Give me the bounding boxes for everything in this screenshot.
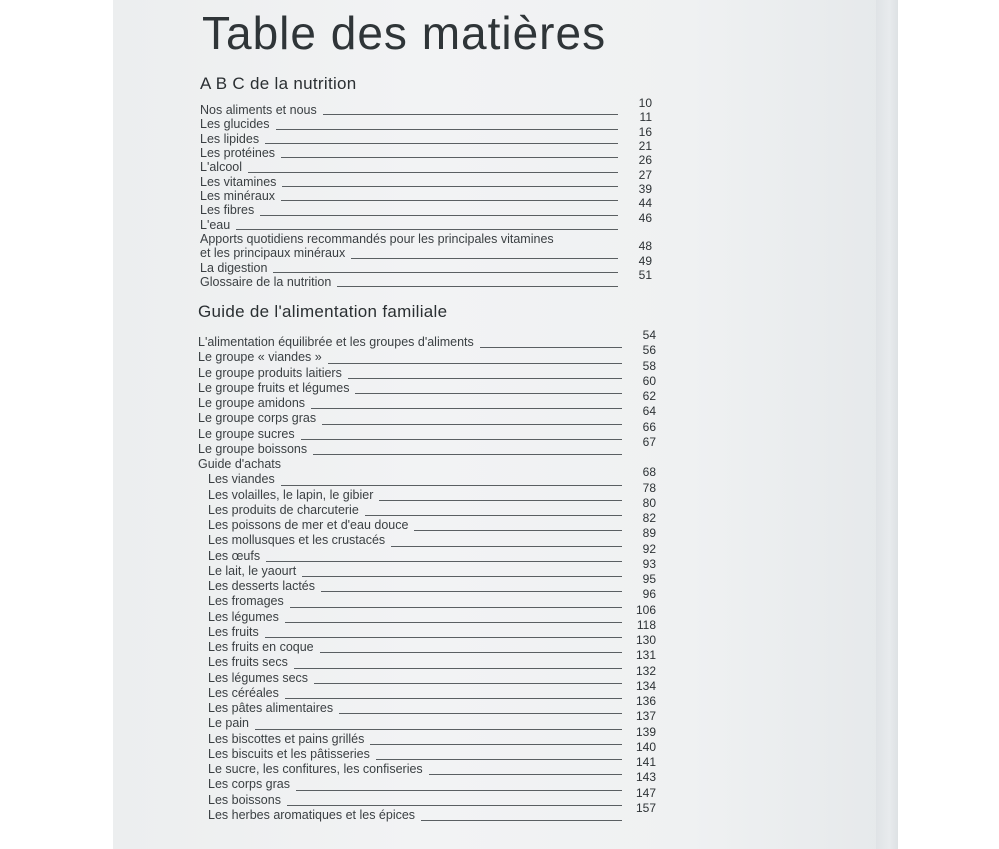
- leader-line: [285, 622, 622, 623]
- leader-line: [421, 820, 622, 821]
- leader-line: [314, 683, 622, 684]
- toc-entry: [198, 434, 656, 458]
- toc-entry-label: Les biscottes et pains grillés: [208, 731, 365, 746]
- toc-entry-page: 106: [635, 602, 656, 617]
- toc-entry-page: 139: [635, 724, 656, 739]
- toc-entry-label: Les céréales: [208, 685, 279, 700]
- toc-entry-label: Les fromages: [208, 594, 284, 609]
- toc-entry-label: L'alcool: [200, 160, 242, 175]
- toc-entry-page: 134: [635, 678, 656, 693]
- toc-entry-page: 66: [642, 419, 656, 434]
- leader-line: [313, 454, 622, 455]
- leader-line: [323, 114, 618, 115]
- toc-entry-page: 118: [636, 617, 656, 632]
- toc-entry-page: 62: [642, 389, 656, 403]
- toc-entry-page: 10: [638, 96, 652, 110]
- section-abc-nutrition: [197, 74, 667, 290]
- leader-line: [266, 561, 622, 562]
- leader-line: [322, 424, 622, 425]
- toc-entry-label: Les corps gras: [208, 777, 290, 792]
- toc-entry-label: Les fruits secs: [208, 655, 288, 670]
- leader-line: [429, 774, 622, 775]
- toc-list: [198, 328, 656, 824]
- toc-entry-page: 64: [642, 404, 656, 419]
- leader-line: [339, 713, 622, 714]
- toc-entry-label: Les lipides: [200, 131, 260, 146]
- toc-entry-label: Les glucides: [200, 117, 270, 132]
- toc-entry-label: Les volailles, le lapin, le gibier: [208, 487, 374, 502]
- toc-entry-label: Le lait, le yaourt: [208, 563, 297, 578]
- leader-line: [355, 393, 622, 394]
- leader-line: [290, 607, 622, 608]
- toc-entry-label: Les fruits: [208, 624, 259, 639]
- toc-entry-label: Les desserts lactés: [208, 579, 315, 593]
- toc-entry-page: 46: [638, 210, 652, 225]
- toc-entry-page: 136: [635, 694, 656, 708]
- leader-line: [285, 698, 622, 699]
- leader-line: [276, 129, 618, 130]
- toc-entry-page: 92: [642, 541, 656, 556]
- toc-entry-label: Les fibres: [200, 203, 255, 218]
- leader-line: [287, 805, 622, 806]
- leader-line: [281, 200, 618, 201]
- toc-entry-label: Le groupe boissons: [198, 441, 308, 456]
- leader-line: [294, 668, 622, 669]
- toc-entry-page: 11: [639, 110, 652, 125]
- toc-entry-page: 96: [642, 587, 656, 602]
- toc-entry-label: Apports quotidiens recommandés pour les principales vitamines: [200, 232, 554, 247]
- toc-entry-page: 132: [635, 663, 656, 678]
- leader-line: [379, 500, 622, 501]
- toc-entry-page: 27: [638, 167, 652, 182]
- toc-entry-label: Les mollusques et les crustacés: [208, 533, 386, 548]
- toc-entry-label: Les minéraux: [200, 189, 276, 204]
- book-page: [113, 0, 883, 849]
- leader-line: [376, 759, 622, 760]
- toc-entry-page: 26: [638, 153, 652, 168]
- toc-entry: [198, 800, 656, 824]
- toc-entry-page: 54: [642, 328, 656, 342]
- toc-entry-label: Les pâtes alimentaires: [208, 701, 334, 715]
- book-spine: [876, 0, 898, 849]
- toc-entry-page: 95: [642, 572, 656, 586]
- toc-entry-page: 157: [635, 800, 656, 815]
- toc-entry-page: 16: [638, 124, 652, 139]
- leader-line: [282, 186, 618, 187]
- toc-entry-label: Le groupe amidons: [198, 396, 306, 410]
- toc-entry-label: Le groupe produits laitiers: [198, 365, 342, 380]
- leader-line: [273, 272, 618, 273]
- leader-line: [296, 790, 622, 791]
- toc-entry-page: 131: [635, 648, 656, 663]
- toc-entry-page: 140: [635, 739, 656, 754]
- toc-list: [200, 96, 652, 290]
- toc-entry-label: Le groupe sucres: [198, 426, 295, 441]
- toc-entry-label: Les viandes: [208, 472, 275, 487]
- leader-line: [348, 378, 622, 379]
- toc-entry-label: La digestion: [200, 260, 268, 275]
- toc-entry-label: Les légumes secs: [208, 670, 309, 685]
- leader-line: [265, 143, 618, 144]
- toc-entry-label: Les fruits en coque: [208, 640, 314, 654]
- toc-entry-label: Guide d'achats: [198, 457, 281, 471]
- toc-entry-page: 21: [638, 139, 652, 154]
- toc-entry-label: Les produits de charcuterie: [208, 502, 359, 517]
- section-heading: Guide de l'alimentation familiale: [198, 302, 448, 321]
- leader-line: [255, 729, 622, 730]
- toc-entry-page: 67: [642, 434, 656, 449]
- toc-entry-page: 78: [642, 480, 656, 495]
- toc-entry-page: 51: [638, 268, 652, 283]
- toc-entry-page: 137: [635, 709, 656, 724]
- leader-line: [281, 157, 618, 158]
- toc-entry-label: Les poissons de mer et d'eau douce: [208, 518, 409, 532]
- leader-line: [370, 744, 622, 745]
- toc-entry-label: Le groupe corps gras: [198, 411, 317, 426]
- leader-line: [351, 258, 618, 259]
- leader-line: [391, 546, 622, 547]
- page-title: Table des matières: [202, 7, 607, 59]
- toc-entry-label: Glossaire de la nutrition: [200, 275, 332, 290]
- toc-entry-label: L'alimentation équilibrée et les groupes d'aliments: [198, 335, 474, 349]
- toc-entry-page: 141: [635, 755, 656, 769]
- toc-entry-page: 147: [635, 785, 656, 800]
- toc-entry-label: Les protéines: [200, 146, 276, 161]
- leader-line: [480, 347, 622, 348]
- leader-line: [414, 530, 622, 531]
- leader-line: [311, 408, 622, 409]
- leader-line: [321, 591, 622, 592]
- toc-entry-page: 89: [642, 526, 656, 541]
- toc-entry-label: Nos aliments et nous: [200, 103, 317, 117]
- toc-entry-label: Les biscuits et les pâtisseries: [208, 746, 370, 761]
- toc-entry-label: L'eau: [200, 217, 231, 232]
- toc-entry-label: et les principaux minéraux: [200, 246, 346, 261]
- leader-line: [248, 172, 618, 173]
- toc-entry: [200, 268, 652, 290]
- toc-entry-page: 60: [642, 373, 656, 388]
- toc-entry-label: Les légumes: [208, 609, 279, 624]
- leader-line: [320, 652, 622, 653]
- toc-entry-page: 93: [642, 556, 656, 571]
- leader-line: [236, 229, 618, 230]
- leader-line: [260, 215, 618, 216]
- toc-entry-label: Le pain: [208, 716, 250, 731]
- toc-entry-page: 49: [638, 253, 652, 268]
- toc-entry-page: 80: [642, 495, 656, 510]
- toc-entry-page: 82: [642, 511, 656, 525]
- toc-entry-label: Les boissons: [208, 792, 281, 807]
- toc-entry-label: Le sucre, les confitures, les confiseries: [208, 762, 423, 776]
- toc-entry-page: 56: [642, 343, 656, 358]
- leader-line: [337, 286, 618, 287]
- leader-line: [265, 637, 622, 638]
- toc-entry-page: 44: [638, 196, 652, 211]
- section-heading: A B C de la nutrition: [200, 74, 357, 93]
- toc-entry-page: 143: [635, 770, 656, 785]
- toc-entry: [198, 458, 636, 473]
- leader-line: [365, 515, 622, 516]
- leader-line: [328, 363, 622, 364]
- toc-entry-page: 68: [642, 465, 656, 480]
- leader-line: [301, 439, 622, 440]
- toc-entry-page: 130: [635, 633, 656, 647]
- toc-entry-label: Les vitamines: [200, 174, 277, 189]
- toc-entry-page: 48: [638, 239, 652, 254]
- toc-entry-page: 58: [642, 358, 656, 373]
- toc-entry-label: Le groupe fruits et légumes: [198, 380, 350, 395]
- toc-entry-label: Les œufs: [208, 548, 261, 563]
- section-guide-alimentation: [195, 302, 665, 824]
- toc-entry-page: 39: [638, 182, 652, 197]
- toc-entry-label: Les herbes aromatiques et les épices: [208, 807, 416, 822]
- toc-entry-label: Le groupe « viandes »: [198, 350, 322, 365]
- leader-line: [302, 576, 622, 577]
- leader-line: [281, 485, 622, 486]
